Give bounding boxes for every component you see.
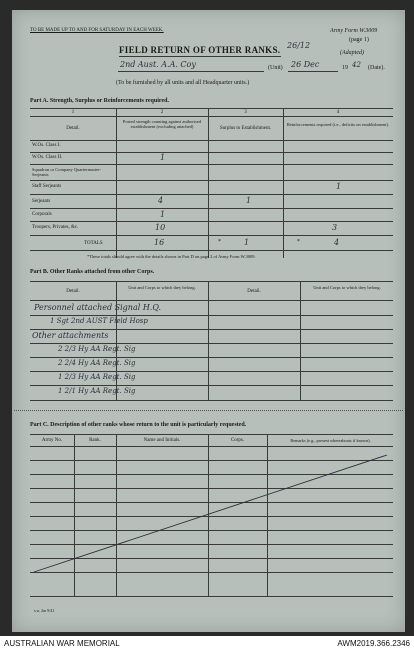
army-form-number: Army Form W.3009 (330, 28, 378, 34)
part-b-header-detail-1: Detail. (66, 289, 80, 294)
part-a-title: Part A. Strength, Surplus or Reinforcements required. (30, 98, 169, 104)
col-header-reinforcements: Reinforcements required (i.e., deficits on establishment). (286, 122, 390, 127)
row-wo2-label: W.Os. Class II. (32, 155, 63, 160)
col-num-1: 1 (71, 110, 75, 115)
hw-attached-line: Other attachments (32, 331, 109, 340)
part-c-header-name: Name and Initials. (143, 438, 181, 443)
row-staff-serjeants-label: Staff Serjeants (32, 184, 62, 189)
row-privates-label: Troopers, Privates, &c. (32, 225, 79, 230)
part-c-header-rank: Rank. (89, 438, 101, 443)
row-serjeants-posted: 4 (158, 196, 164, 205)
hw-unit: 2nd Aust. A.A. Coy (120, 60, 196, 69)
row-wo2-posted: 1 (160, 153, 166, 162)
totals-asterisk: * (297, 239, 300, 245)
row-corporals-label: Corporals (32, 212, 52, 217)
part-c-header-remarks: Remarks (e.g., present whereabouts if known). (290, 438, 371, 443)
totals-label: TOTALS (84, 241, 103, 246)
totals-asterisk: * (218, 239, 221, 245)
col-header-surplus: Surplus to Establishment. (219, 126, 272, 131)
footer-institution: AUSTRALIAN WAR MEMORIAL (4, 639, 120, 648)
hw-date-top: 26/12 (287, 41, 311, 50)
totals-note: *These totals should agree with the details shown in Part D on page 2 of Army Form W.3009. (87, 254, 256, 259)
row-staff-serjeants-reinf: 1 (336, 182, 342, 191)
hw-year: 42 (352, 61, 361, 69)
row-wo1-label: W.Os. Class I. (32, 143, 61, 148)
form-title: FIELD RETURN OF OTHER RANKS. (119, 45, 281, 55)
top-instruction: TO BE MADE UP TO AND FOR SATURDAY IN EACH WEEK. (30, 28, 164, 33)
totals-surplus: 1 (244, 238, 250, 247)
row-privates-posted: 10 (155, 223, 166, 232)
hw-attached-line: 1 2/3 Hy AA Regt. Sig (58, 373, 136, 381)
furnished-note: (To be furnished by all units and all Headquarter units.) (116, 80, 250, 86)
hw-attached-line: Personnel attached Signal H.Q. (34, 303, 162, 312)
unit-label: (Unit) (268, 65, 283, 71)
totals-posted: 16 (154, 238, 165, 247)
year-label: 19 (342, 65, 348, 71)
hw-attached-line: 2 2/3 Hy AA Regt. Sig (58, 345, 136, 353)
col-num-2: 2 (160, 110, 164, 115)
part-b-title: Part B. Other Ranks attached from other Corps. (30, 269, 155, 275)
hw-attached-line: 2 2/4 Hy AA Regt. Sig (58, 359, 136, 367)
part-c-header-army-no: Army No. (41, 438, 63, 443)
col-num-3: 3 (244, 110, 247, 115)
row-privates-reinf: 3 (332, 223, 338, 232)
adapted-label: (Adapted) (340, 50, 364, 56)
col-num-4: 4 (336, 110, 340, 115)
row-serjeants-label: Serjeants (32, 199, 51, 204)
row-corporals-posted: 1 (160, 210, 166, 219)
row-serjeants-surplus: 1 (246, 196, 252, 205)
totals-reinf: 4 (334, 238, 340, 247)
hw-attached-line: 1 Sgt 2nd AUST Field Hosp (50, 317, 148, 325)
footer-accession-number: AWM2019.366.2346 (337, 639, 410, 648)
print-code: s.w. 2m 9/41 (34, 608, 55, 613)
row-cqms-label: Squadron or Company Quartermaster-Serjeants (32, 167, 102, 177)
part-b-header-unit-2: Unit and Corps to which they belong. (313, 285, 381, 290)
part-c-title: Part C. Description of other ranks whose return to the unit is particularly requested. (30, 422, 247, 428)
col-header-detail: Detail. (66, 126, 80, 131)
date-label: (Date). (368, 65, 385, 71)
nil-return-strike-line (12, 10, 405, 632)
col-header-posted: Posted strength counting against authorised establishment (excluding attached) (122, 119, 202, 129)
part-c-header-corps: Corps. (230, 438, 245, 443)
army-form-sheet (12, 10, 405, 632)
hw-attached-line: 1 2/1 Hy AA Regt. Sig (58, 387, 136, 395)
part-b-header-unit-1: Unit and Corps to which they belong. (128, 285, 196, 290)
page-number: (page 1) (349, 37, 369, 43)
hw-date: 26 Dec (291, 60, 320, 69)
part-b-header-detail-2: Detail. (247, 289, 261, 294)
